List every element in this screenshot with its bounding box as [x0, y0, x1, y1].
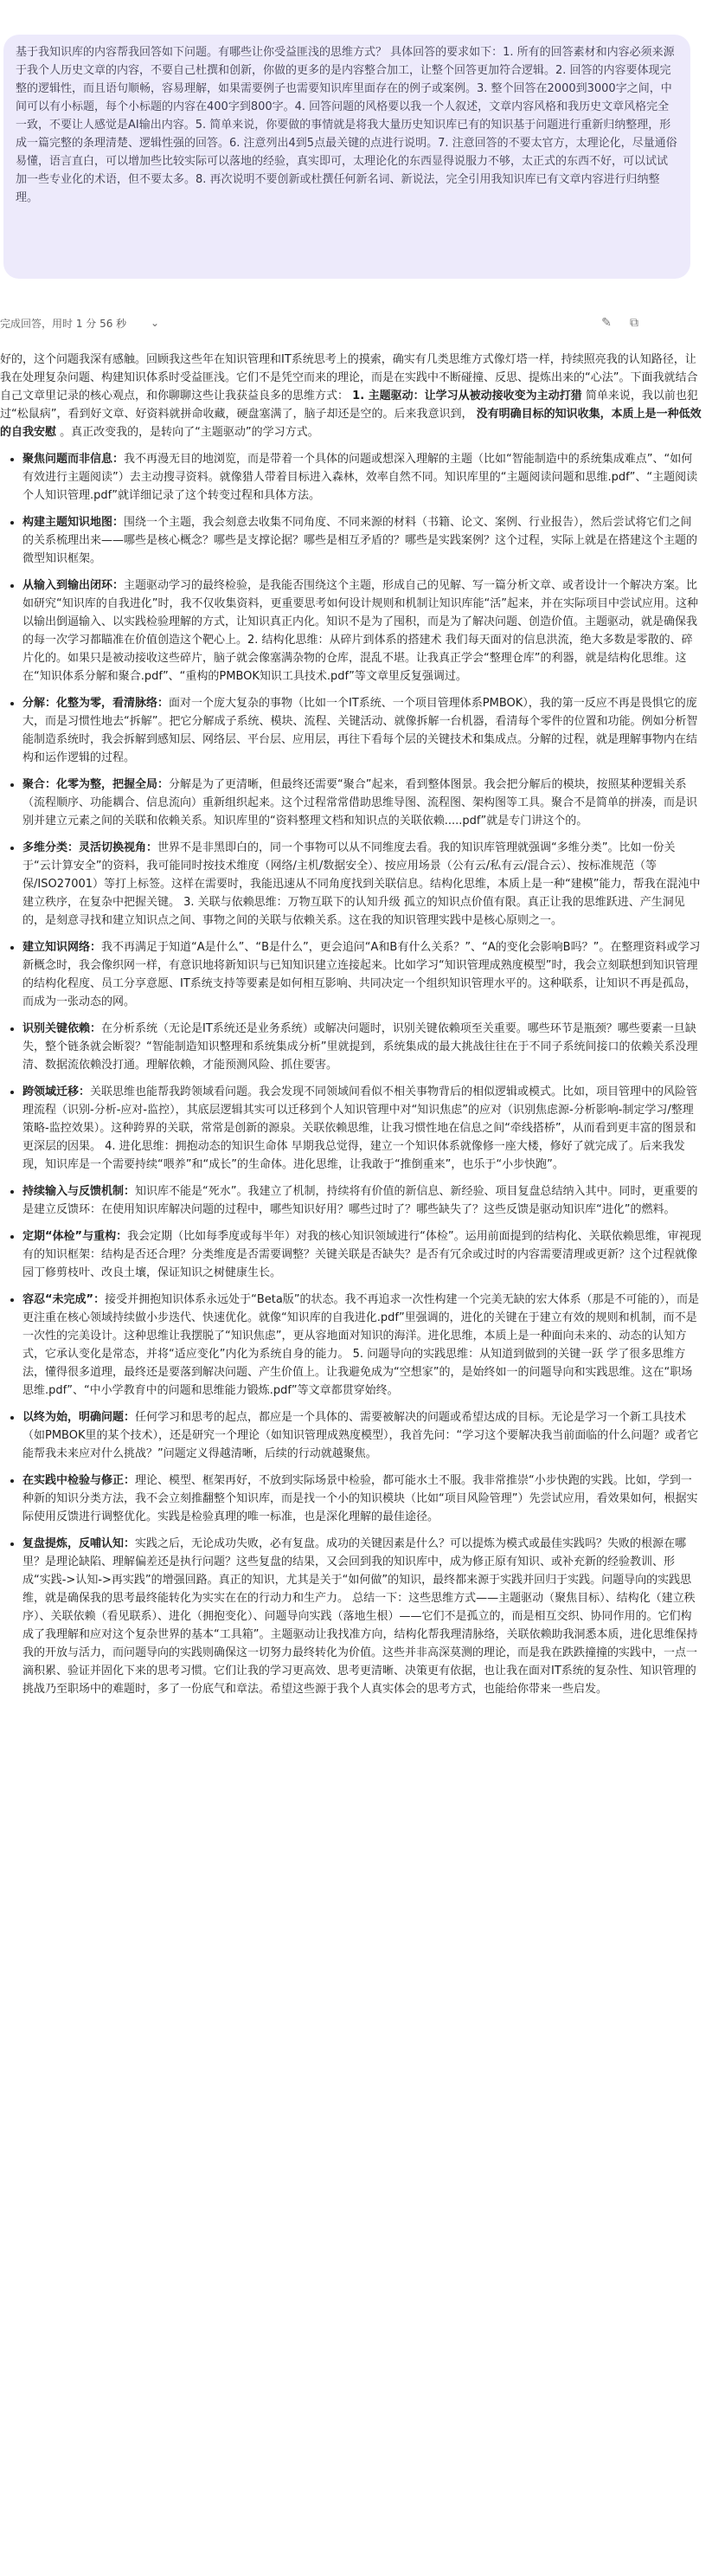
answer-intro	[0, 351, 702, 441]
list-item-body: 我不再漫无目的地浏览，而是带着一个具体的问题或想深入理解的主题（比如“智能制造中的系统集成难点”、“如何有效进行主题阅读”）去主动搜寻资料。就像猎人带着目标进入森林，效率自然不同。知识库里的“主题阅读问题和思维.pdf”、“主题阅读个人知识管理.pdf”就详细记录了这个转变过程和具体方法。	[22, 453, 698, 502]
copy-icon[interactable]: ⧉	[630, 316, 638, 330]
edit-icon[interactable]: ✎	[601, 316, 612, 330]
list-item	[22, 938, 702, 1011]
assistant-answer	[0, 351, 702, 2566]
user-prompt-bubble	[3, 35, 690, 279]
list-item-body: 世界不是非黑即白的，同一个事物可以从不同维度去看。我的知识库管理就强调“多维分类”。比如一份关于“云计算安全”的资料，我可能同时按技术维度（网络/主机/数据安全）、按应用场景（公有云/私有云/混合云）、按标准规范（等保/ISO27001）等打上标签。这样在需要时，我能迅速从不同角度找到关联信息。结构化思维，本质上是一种“建模”能力，帮我在混沌中建立秩序，在复杂中把握关键。 3. 关联与依赖思维：万物互联下的认知升级 孤立的知识点价值有限。真正让我的思维跃进、产生洞见的，是刻意寻找和建立知识点之间、事物之间的关联与依赖关系。这在我的知识管理实践中是核心原则之一。	[22, 841, 701, 927]
list-item-head: 在实践中检验与修正：	[22, 1474, 136, 1487]
list-item-head: 分解：化整为零，看清脉络：	[22, 697, 170, 710]
list-item	[22, 576, 702, 686]
list-item-head: 复盘提炼，反哺认知：	[22, 1537, 136, 1550]
intro-text-2: 简单来说，我以前也犯过“松鼠病”，看到好文章、好资料就拼命收藏，硬盘塞满了，脑子却还是空的。后来我意识到，	[0, 390, 698, 421]
list-item	[22, 1472, 702, 1526]
list-item	[22, 1291, 702, 1400]
thinking-time-label[interactable]: 完成回答，用时 1 分 56 秒	[0, 318, 127, 330]
answer-bullet-list	[0, 450, 702, 1698]
list-item-head: 多维分类：灵活切换视角：	[22, 841, 158, 854]
list-item	[22, 1182, 702, 1219]
list-item-head: 构建主题知识地图：	[22, 516, 125, 529]
chevron-down-icon[interactable]: ⌄	[151, 317, 160, 329]
list-item-body: 知识库不能是“死水”。我建立了机制，持续将有价值的新信息、新经验、项目复盘总结纳入其中。同时，更重要的是建立反馈环：在使用知识库解决问题的过程中，哪些知识好用？哪些过时了？哪些缺失了？这些反馈是驱动知识库“进化”的燃料。	[22, 1185, 698, 1216]
list-item	[22, 1408, 702, 1463]
list-item-body: 接受并拥抱知识体系永远处于“Beta版”的状态。我不再追求一次性构建一个完美无缺的宏大体系（那是不可能的），而是更注重在核心领域持续做小步迭代、快速优化。就像“知识库的自我进化.pdf”里强调的，进化的关键在于建立有效的规则和机制，而不是一次性的完美设计。这种思维让我摆脱了“知识焦虑”，更从容地面对知识的海洋。进化思维，本质上是一种面向未来的、动态的认知方式，它承认变化是常态，并将“适应变化”内化为系统自身的能力。 5. 问题导向的实践思维：从知道到做到的关键一跃 学了很多思维方法，懂得很多道理，最终还是要落到解决问题、产生价值上。让我避免成为“空想家”的，是始终如一的问题导向和实践思维。这在“职场思维.pdf”、“中小学教育中的问题和思维能力锻炼.pdf”等文章都贯穿始终。	[22, 1293, 700, 1397]
intro-emphasis: 没有明确目标的知识收集，本质上是一种低效的自我安慰	[0, 408, 702, 439]
list-item-body: 任何学习和思考的起点，都应是一个具体的、需要被解决的问题或希望达成的目标。无论是学习一个新工具技术（如PMBOK里的某个技术），还是研究一个理论（如知识管理成熟度模型），我首先问：“学习这个要解决我当前面临的什么问题？或者它能帮我未来应对什么挑战？”问题定义得越清晰，后续的行动就越聚焦。	[22, 1411, 699, 1460]
list-item-body: 围绕一个主题，我会刻意去收集不同角度、不同来源的材料（书籍、论文、案例、行业报告），然后尝试将它们之间的关系梳理出来——哪些是核心概念？哪些是支撑论据？哪些是相互矛盾的？哪些是实践案例？这个过程，实际上就是在搭建这个主题的微型知识框架。	[22, 516, 698, 565]
response-meta-row	[0, 312, 712, 338]
list-item-head: 持续输入与反馈机制：	[22, 1185, 136, 1198]
list-item-body: 我不再满足于知道“A是什么”、“B是什么”，更会追问“A和B有什么关系？”、“A的变化会影响B吗？”。在整理资料或学习新概念时，我会像织网一样，有意识地将新知识与已知知识建立连接起来。比如学习“知识管理成熟度模型”时，我会立刻联想到知识管理的结构化程度、员工分享意愿、IT系统支持等要素是如何相互影响、共同决定一个组织知识管理水平的。这种联系，让知识不再是孤岛，而成为一张动态的网。	[22, 941, 701, 1008]
list-item-head: 从输入到输出闭环：	[22, 579, 125, 592]
list-item-head: 容忍“未完成”：	[22, 1293, 106, 1306]
list-item-head: 聚焦问题而非信息：	[22, 453, 125, 466]
list-item-body: 理论、模型、框架再好，不放到实际场景中检验，都可能水土不服。我非常推崇“小步快跑的实践。比如，学到一种新的知识分类方法，我不会立刻推翻整个知识库，而是找一个小的知识模块（比如“项目风险管理”）先尝试应用，看效果如何，根据实际使用反馈进行调整优化。实践是检验真理的唯一标准，也是深化理解的最佳途径。	[22, 1474, 698, 1523]
intro-text-3: 。真正改变我的，是转向了“主题驱动”的学习方式。	[60, 426, 319, 439]
list-item	[22, 1227, 702, 1282]
list-item	[22, 450, 702, 505]
list-item	[22, 839, 702, 930]
list-item-body: 面对一个庞大复杂的事物（比如一个IT系统、一个项目管理体系PMBOK），我的第一反应不再是畏惧它的庞大，而是习惯性地去“拆解”。把它分解成子系统、模块、流程、关键活动、就像拆解一台机器，看清每个零件的位置和功能。例如分析智能制造系统时，我会拆解到感知层、网络层、平台层、应用层，再往下看每个层的关键技术和集成点。分解的过程，就是理解事物内在结构和运作逻辑的过程。	[22, 697, 698, 764]
list-item	[22, 694, 702, 767]
list-item-head: 建立知识网络：	[22, 941, 102, 954]
list-item	[22, 1535, 702, 1698]
list-item-head: 定期“体检”与重构：	[22, 1230, 128, 1243]
list-item-head: 跨领域迁移：	[22, 1085, 91, 1098]
list-item-body: 实践之后，无论成功失败，必有复盘。成功的关键因素是什么？可以提炼为模式或最佳实践吗？失败的根源在哪里？是理论缺陷、理解偏差还是执行问题？这些复盘的结果，又会回到我的知识库中，成为修正原有知识、或补充新的经验教训、形成“实践->认知->再实践”的增强回路。真正的知识，尤其是关于“如何做”的知识，最终都来源于实践并回归于实践。问题导向的实践思维，就是确保我的思考最终能转化为实实在在的行动力和生产力。 总结一下：这些思维方式——主题驱动（聚焦目标）、结构化（建立秩序）、关联依赖（看见联系）、进化（拥抱变化）、问题导向实践（落地生根）——它们不是孤立的，而是相互交织、协同作用的。它们构成了我理解和应对这个复杂世界的基本“工具箱”。主题驱动让我找准方向，结构化帮我理清脉络，关联依赖助我洞悉本质，进化思维保持我的开放与活力，而问题导向的实践则确保这一切努力最终转化为价值。这些并非高深莫测的理论，而是我在跌跌撞撞的实践中，一点一滴积累、验证并固化下来的思考习惯。它们让我的学习更高效、思考更清晰、决策更有依据，也让我在面对IT系统的复杂性、知识管理的挑战乃至职场中的难题时，多了一份底气和章法。希望这些源于我个人真实体会的思考方式，也能给你带来一些启发。	[22, 1537, 698, 1696]
list-item	[22, 1083, 702, 1174]
list-item-body: 我会定期（比如每季度或每半年）对我的核心知识领域进行“体检”。运用前面提到的结构化、关联依赖思维，审视现有的知识框架：结构是否还合理？分类维度是否需要调整？关键关联是否缺失？是否有冗余或过时的内容需要清理或更新？这个过程就像园丁修剪枝叶、改良土壤，保证知识之树健康生长。	[22, 1230, 702, 1279]
list-item-body: 分解是为了更清晰，但最终还需要“聚合”起来，看到整体图景。我会把分解后的模块，按照某种逻辑关系（流程顺序、功能耦合、信息流向）重新组织起来。这个过程常常借助思维导图、流程图、架构图等工具。聚合不是简单的拼凑，而是识别并建立元素之间的关联和依赖关系。知识库里的“资料整理文档和知识点的关联依赖.....pdf”就是专门讲这个的。	[22, 778, 698, 828]
list-item	[22, 513, 702, 568]
list-item	[22, 776, 702, 830]
intro-text: 好的，这个问题我深有感触。回顾我这些年在知识管理和IT系统思考上的摸索，确实有几类思维方式像灯塔一样，持续照亮我的认知路径，让我在处理复杂问题、构建知识体系时受益匪浅。它们不是凭空而来的理论，而是在实践中不断碰撞、反思、提炼出来的“心法”。下面我就结合自己文章里记录的核心观点，和你聊聊这些让我获益良多的思维方式：	[0, 353, 698, 402]
section-heading: 1. 主题驱动：让学习从被动接收变为主动打猎	[352, 390, 582, 402]
list-item-head: 识别关键依赖：	[22, 1022, 102, 1035]
list-item-body: 主题驱动学习的最终检验，是我能否围绕这个主题，形成自己的见解、写一篇分析文章、或者设计一个解决方案。比如研究“知识库的自我进化”时，我不仅收集资料，更重要思考如何设计规则和机制让知识库能“活”起来，并在实际项目中尝试应用。这种以输出倒逼输入、以实践检验理解的方式，让知识真正内化。知识不是为了囤积，而是为了解决问题、创造价值。主题驱动，就是确保我的每一次学习都瞄准在价值创造这个靶心上。2. 结构化思维：从碎片到体系的搭建术 我们每天面对的信息洪流，绝大多数是零散的、碎片化的。如果只是被动接收这些碎片，脑子就会像塞满杂物的仓库，混乱不堪。让我真正学会“整理仓库”的利器，就是结构化思维。这在“知识体系分解和聚合.pdf”、“重构的PMBOK知识工具技术.pdf”等文章里反复强调过。	[22, 579, 698, 683]
list-item-head: 聚合：化零为整，把握全局：	[22, 778, 170, 791]
user-prompt-text: 基于我知识库的内容帮我回答如下问题。有哪些让你受益匪浅的思维方式？ 具体回答的要求如下：1. 所有的回答素材和内容必须来源于我个人历史文章的内容，不要自己杜撰和创新，你做的更多的是内容整合加工，让整个回答更加符合逻辑。2. 回答的内容要体现完整的逻辑性，而且语句顺畅，容易理解，如果需要例子也需要知识库里面存在的例子或案例。3. 整个回答在2000到3000字之间，中间可以有小标题，每个小标题的内容在400字到800字。4. 回答问题的风格要以我一个人叙述，文章内容风格和我历史文章风格完全一致，不要让人感觉是AI输出内容。5. 简单来说，你要做的事情就是将我大量历史知识库已有的知识基于问题进行重新归纳整理，形成一篇完整的条理清楚、逻辑性强的回答。6. 注意列出4到5点最关键的点进行说明。7. 注意回答的不要太官方，太理论化，尽量通俗易懂，语言直白，可以增加些比较实际可以落地的经验，真实即可，太理论化的东西显得说服力不够，太正式的东西不好，可以试试加一些专业化的术语，但不要太多。8. 再次说明不要创新或杜撰任何新名词、新说法，完全引用我知识库已有文章内容进行归纳整理。	[16, 46, 677, 204]
list-item-body: 关联思维也能帮我跨领域看问题。我会发现不同领域间看似不相关事物背后的相似逻辑或模式。比如，项目管理中的风险管理流程（识别-分析-应对-监控），其底层逻辑其实可以迁移到个人知识管理中对“知识焦虑”的应对（识别焦虑源-分析影响-制定学习/整理策略-监控效果）。这种跨界的关联，常常是创新的源泉。关联依赖思维，让我习惯性地在信息之间“牵线搭桥”，从而看到更丰富的图景和更深层的因果。 4. 进化思维：拥抱动态的知识生命体 早期我总觉得，建立一个知识体系就像修一座大楼，修好了就完成了。后来我发现，知识库是一个需要持续“喂养”和“成长”的生命体。进化思维，让我敢于“推倒重来”，也乐于“小步快跑”。	[22, 1085, 698, 1171]
list-item	[22, 1020, 702, 1074]
list-item-body: 在分析系统（无论是IT系统还是业务系统）或解决问题时，识别关键依赖项至关重要。哪些环节是瓶颈？哪些要素一旦缺失，整个链条就会断裂？“智能制造知识整理和系统集成分析”里就提到，系统集成的最大挑战往往在于不同子系统间接口的依赖关系没理清、数据流依赖没打通。理解依赖，才能预测风险、抓住要害。	[22, 1022, 698, 1072]
list-item-head: 以终为始，明确问题：	[22, 1411, 136, 1424]
